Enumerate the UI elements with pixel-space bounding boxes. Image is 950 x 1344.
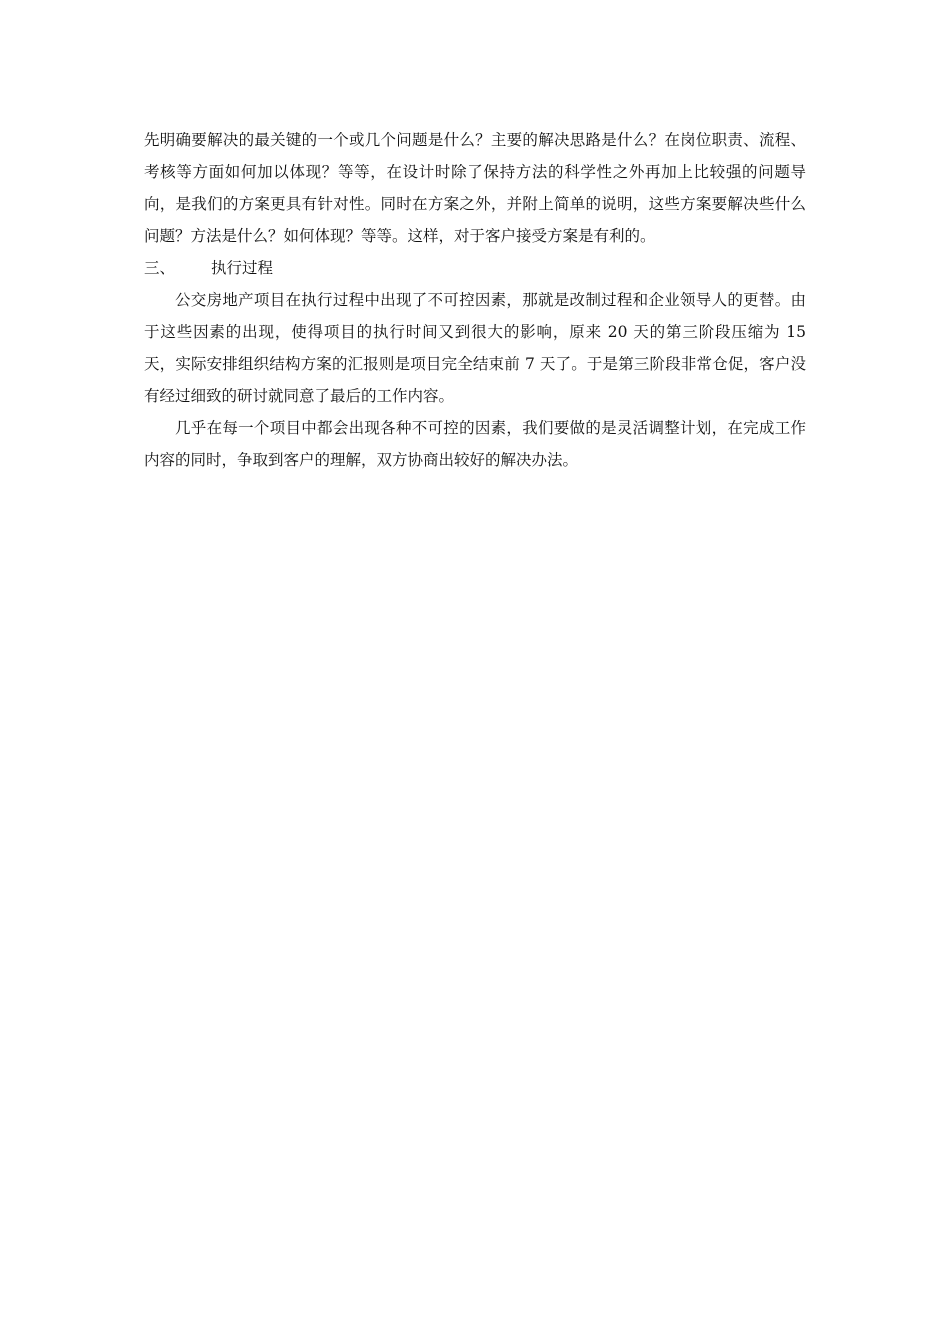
document-body xyxy=(144,124,806,476)
paragraph-continued: 先明确要解决的最关键的一个或几个问题是什么？主要的解决思路是什么？在岗位职责、流程、考核等方面如何加以体现？等等，在设计时除了保持方法的科学性之外再加上比较强的问题导向，是我们的方案更具有针对性。同时在方案之外，并附上简单的说明，这些方案要解决些什么问题？方法是什么？如何体现？等等。这样，对于客户接受方案是有利的。 xyxy=(144,131,806,245)
paragraph-execution: 公交房地产项目在执行过程中出现了不可控因素，那就是改制过程和企业领导人的更替。由于这些因素的出现，使得项目的执行时间又到很大的影响，原来 20 天的第三阶段压缩为 15 天，实际安排组织结构方案的汇报则是项目完全结束前 7 天了。于是第三阶段非常仓促，客户没有经过细致的研讨就同意了最后的工作内容。 xyxy=(144,291,806,405)
section-title: 执行过程 xyxy=(211,259,274,277)
section-heading xyxy=(144,252,806,284)
section-number: 三、 xyxy=(144,259,176,277)
paragraph-conclusion: 几乎在每一个项目中都会出现各种不可控的因素，我们要做的是灵活调整计划，在完成工作内容的同时，争取到客户的理解，双方协商出较好的解决办法。 xyxy=(144,419,806,469)
